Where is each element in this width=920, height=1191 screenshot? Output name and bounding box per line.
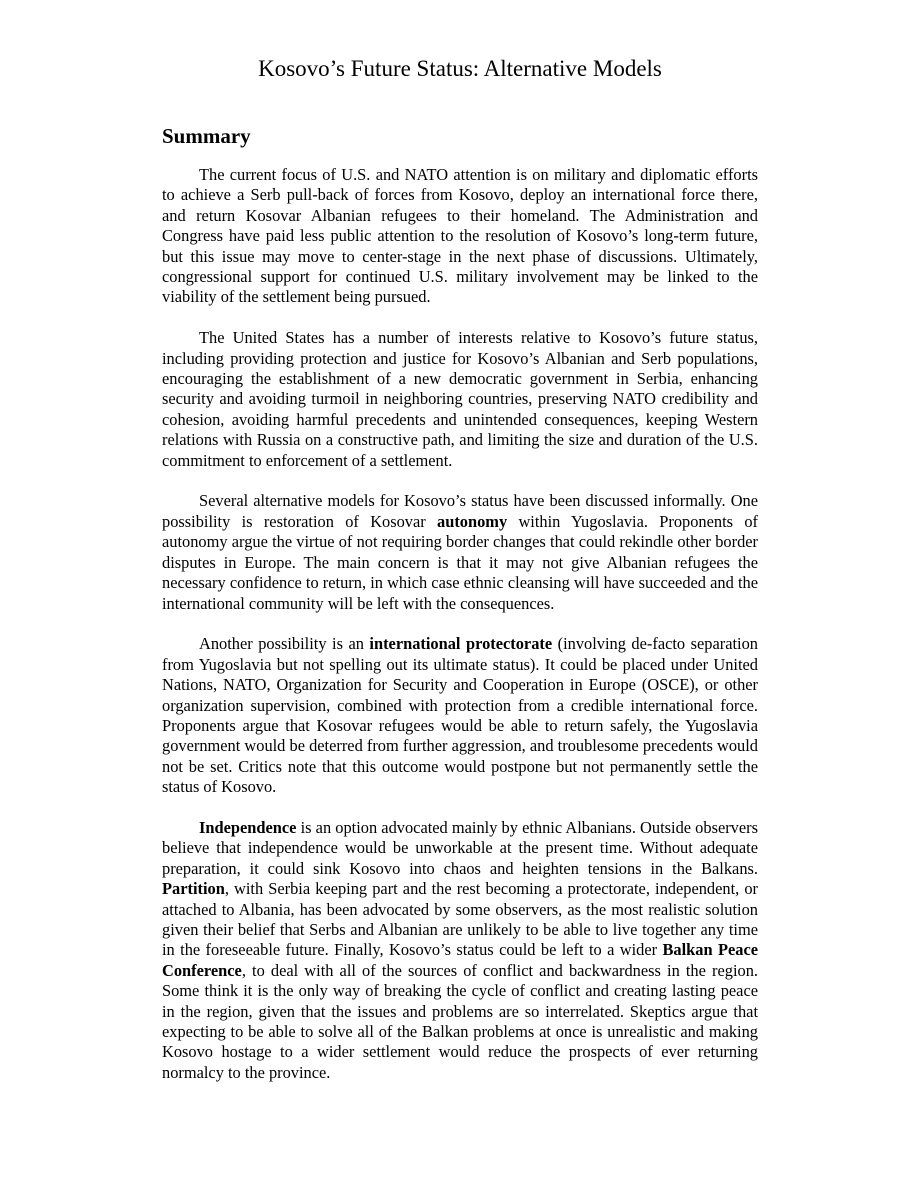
- paragraph-text: The current focus of U.S. and NATO attention is on military and diplomatic efforts to achieve a Serb pull-back of forces from Kosovo, deploy an international force there, and return Kosovar Albanian refugees to their homeland. The Administration and Congress have paid less public attention to the resolution of Kosovo’s long-term future, but this issue may move to center-stage in the next phase of discussions. Ultimately, congressional support for continued U.S. military involvement may be linked to the viability of the settlement being pursued.: [162, 165, 758, 307]
- term-independence: Independence: [199, 817, 297, 837]
- paragraph-protectorate: [162, 634, 758, 797]
- paragraph-independence-partition: [162, 818, 758, 1083]
- document-title: Kosovo’s Future Status: Alternative Models: [258, 56, 662, 81]
- paragraph-text: within Yugoslavia. Proponents of autonomy argue the virtue of not requiring border changes that could rekindle other border disputes in Europe. The main concern is that it may not give Albanian refugees the necessary confidence to return, in which case ethnic cleansing will have succeeded and the international community will be left with the consequences.: [162, 511, 758, 613]
- document-page: [162, 54, 758, 1083]
- paragraph-text: Another possibility is an: [199, 634, 370, 654]
- paragraph-text: , with Serbia keeping part and the rest becoming a protectorate, independent, or attached to Albania, has been advocated by some observers, as the most realistic solution given their belief that Serbs and Albanian are unlikely to be able to live together any time in the foreseeable future. Finally, Kosovo’s status could be left to a wider: [162, 879, 758, 960]
- term-balkan-peace-conference: Balkan Peace Conference: [162, 940, 758, 980]
- paragraph-text: is an option advocated mainly by ethnic Albanians. Outside observers believe that independence would be unworkable at the present time. Without adequate preparation, it could sink Kosovo into chaos and heighten tensions in the Balkans.: [162, 817, 758, 878]
- term-partition: Partition: [162, 879, 225, 899]
- section-heading-summary: Summary: [162, 124, 251, 148]
- paragraph-us-interests: [162, 328, 758, 471]
- paragraph-text: The United States has a number of interests relative to Kosovo’s future status, including providing protection and justice for Kosovo’s Albanian and Serb populations, encouraging the establishment of a new democratic government in Serbia, enhancing security and avoiding turmoil in neighboring countries, preserving NATO credibility and cohesion, avoiding harmful precedents and unintended consequences, keeping Western relations with Russia on a constructive path, and limiting the size and duration of the U.S. commitment to enforcement of a settlement.: [162, 328, 758, 470]
- paragraph-autonomy: [162, 491, 758, 613]
- paragraph-current-focus: [162, 165, 758, 308]
- paragraph-text: , to deal with all of the sources of conflict and backwardness in the region. Some think it is the only way of breaking the cycle of conflict and creating lasting peace in the region, given that the issues and problems are so interrelated. Skeptics argue that expecting to be able to solve all of the Balkan problems at once is unrealistic and making Kosovo hostage to a wider settlement would reduce the prospects of ever returning normalcy to the province.: [162, 960, 758, 1082]
- paragraph-text: Several alternative models for Kosovo’s status have been discussed informally. One possibility is restoration of Kosovar: [162, 491, 758, 531]
- term-autonomy: autonomy: [437, 511, 508, 531]
- paragraph-text: (involving de-facto separation from Yugoslavia but not spelling out its ultimate status). It could be placed under United Nations, NATO, Organization for Security and Cooperation in Europe (OSCE), or other organization supervision, combined with protection from a credible international force. Proponents argue that Kosovar refugees would be able to return safely, the Yugoslavia government would be deterred from further aggression, and troublesome precedents would not be set. Critics note that this outcome would postpone but not permanently settle the status of Kosovo.: [162, 634, 758, 797]
- term-international-protectorate: international protectorate: [369, 634, 553, 654]
